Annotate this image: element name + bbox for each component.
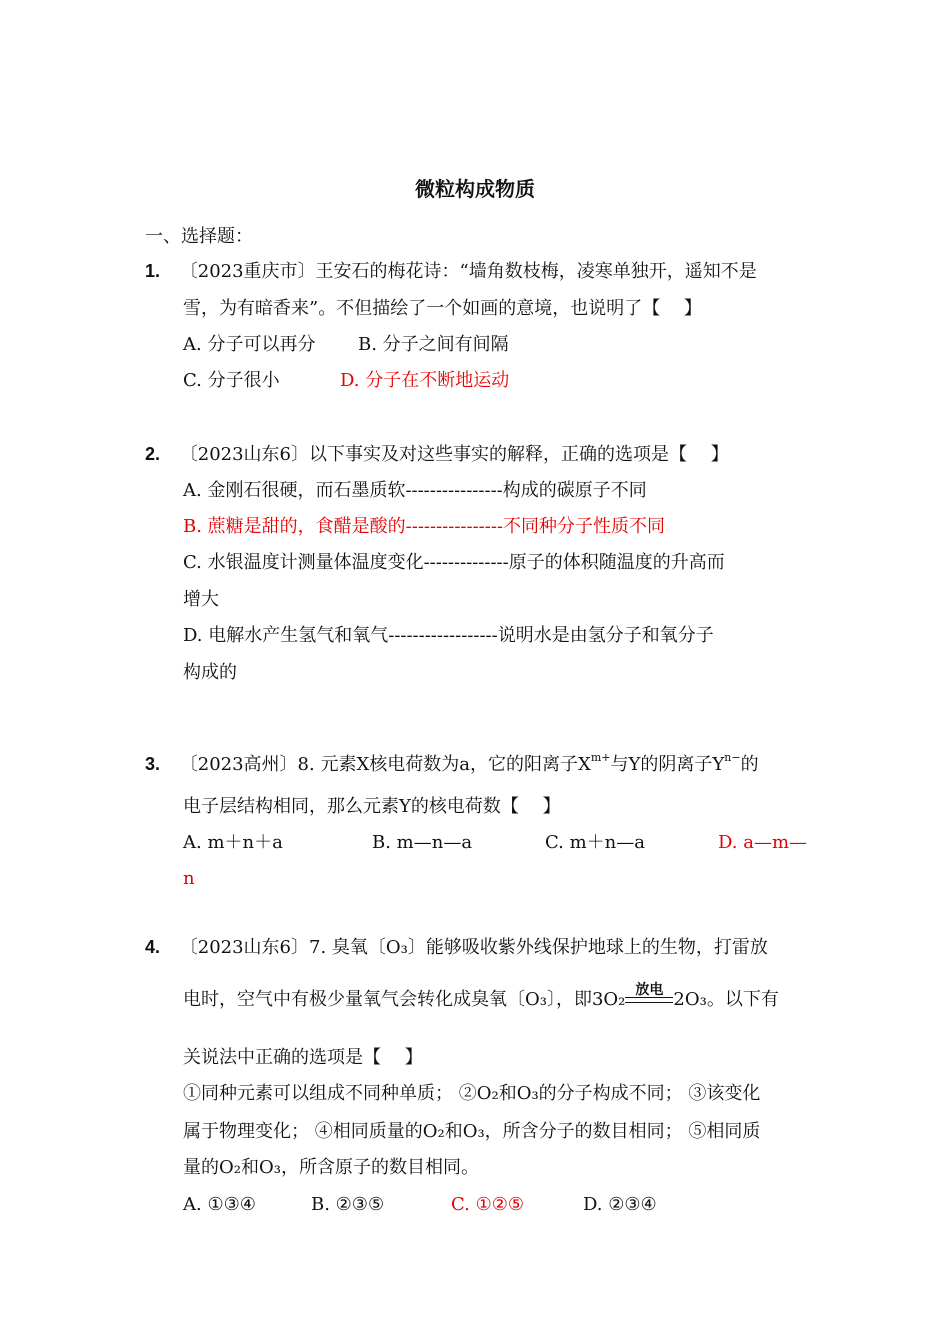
question-4-equation-left: 电时，空气中有极少量氧气会转化成臭氧〔O₃〕，即3O₂: [183, 989, 626, 1010]
question-3-option-c: C. m＋n—a: [545, 832, 645, 853]
question-4-option-b: B. ②③⑤: [311, 1194, 385, 1215]
question-4-statement-1: ①同种元素可以组成不同种单质； ②O₂和O₃的分子构成不同； ③该变化: [183, 1083, 761, 1104]
question-3-number: 3.: [145, 754, 161, 774]
question-2-option-c: C. 水银温度计测量体温度变化--------------原子的体积随温度的升高而: [183, 552, 725, 573]
question-2-line-1: [145, 441, 729, 468]
question-3-option-a: A. m＋n＋a: [183, 832, 283, 853]
question-3-option-d-answer-cont: n: [183, 868, 195, 889]
question-2-number: 2.: [145, 444, 161, 464]
question-1-line-1: [145, 258, 757, 285]
question-2-option-c-cont: 增大: [183, 589, 219, 610]
question-4-text: 〔2023山东6〕7. 臭氧〔O₃〕能够吸收紫外线保护地球上的生物，打雷放: [179, 937, 768, 958]
reaction-arrow: [625, 982, 673, 1013]
question-1-line-2: 雪，为有暗香来”。不但描绘了一个如画的意境，也说明了【 】: [183, 298, 702, 319]
question-2-text: 〔2023山东6〕以下事实及对这些事实的解释，正确的选项是【 】: [179, 444, 729, 465]
anion-charge: n−: [724, 751, 741, 764]
question-1-number: 1.: [145, 261, 161, 281]
question-1-option-d-answer: D. 分子在不断地运动: [340, 370, 510, 391]
question-3-line-1: [145, 751, 759, 778]
question-3-text: 〔2023高州〕8. 元素X核电荷数为a，它的阳离子X: [179, 754, 591, 775]
question-3-line-2: 电子层结构相同，那么元素Y的核电荷数【 】: [183, 796, 561, 817]
question-4-line-3: 关说法中正确的选项是【 】: [183, 1047, 423, 1068]
question-3-option-d-answer: D. a—m—: [718, 832, 808, 853]
question-4-option-d: D. ②③④: [583, 1194, 657, 1215]
page-title: 微粒构成物质: [415, 177, 535, 201]
equals-bar-top: [625, 997, 673, 998]
question-1-option-a: A. 分子可以再分: [183, 334, 316, 355]
question-1-option-b: B. 分子之间有间隔: [358, 334, 509, 355]
question-4-statement-2: 属于物理变化； ④相同质量的O₂和O₃，所含分子的数目相同； ⑤相同质: [183, 1121, 761, 1142]
question-4-option-c-answer: C. ①②⑤: [451, 1194, 524, 1215]
question-2-option-d: D. 电解水产生氢气和氧气------------------说明水是由氢分子和氧分子: [183, 625, 714, 646]
reaction-condition: 放电: [635, 982, 664, 998]
cation-charge: m+: [590, 751, 611, 764]
question-3-text-mid: 与Y的阴离子Y: [610, 754, 725, 775]
question-2-option-a: A. 金刚石很硬，而石墨质软----------------构成的碳原子不同: [183, 480, 647, 501]
equals-bar-bottom: [625, 1002, 673, 1003]
question-4-line-1: [145, 934, 768, 961]
section-heading: 一、选择题：: [145, 226, 253, 247]
question-3-text-end: 的: [740, 754, 759, 775]
question-3-option-b: B. m—n—a: [372, 832, 473, 853]
question-4-equation-right: 2O₃。以下有: [673, 989, 779, 1010]
question-1-option-c: C. 分子很小: [183, 370, 280, 391]
question-1-text: 〔2023重庆市〕王安石的梅花诗：“墙角数枝梅，凌寒单独开，遥知不是: [179, 261, 757, 282]
question-4-line-2: [183, 982, 779, 1013]
question-4-number: 4.: [145, 937, 161, 957]
question-2-option-b-answer: B. 蔗糖是甜的，食醋是酸的----------------不同种分子性质不同: [183, 516, 665, 537]
question-2-option-d-cont: 构成的: [183, 662, 237, 683]
question-4-statement-3: 量的O₂和O₃，所含原子的数目相同。: [183, 1157, 479, 1178]
question-4-option-a: A. ①③④: [183, 1194, 256, 1215]
